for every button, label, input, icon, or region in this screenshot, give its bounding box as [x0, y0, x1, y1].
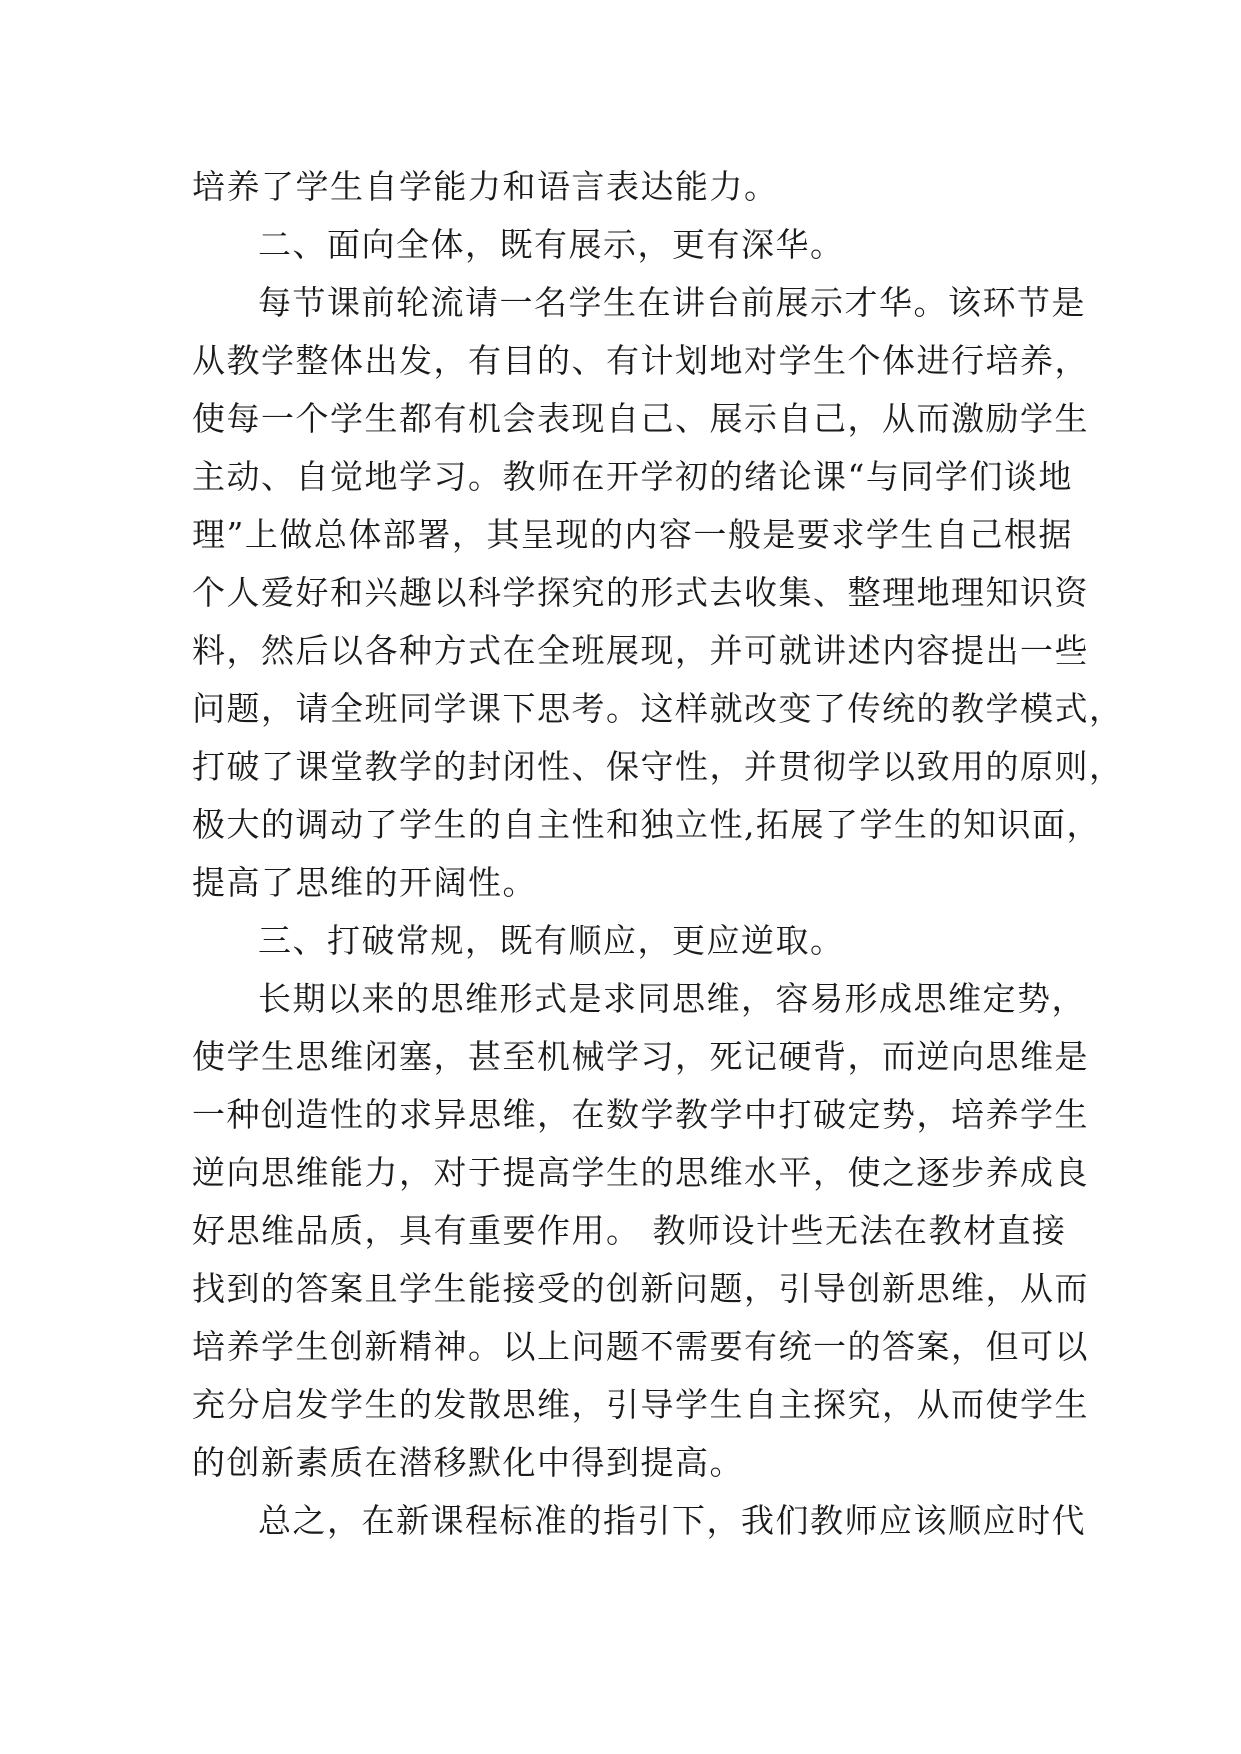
text-line: 提高了思维的开阔性。	[192, 863, 537, 902]
body-text	[192, 158, 1124, 1550]
text-line: 总之，在新课程标准的指引下，我们教师应该顺应时代	[258, 1501, 1086, 1540]
text-line: 三、打破常规，既有顺应，更应逆取。	[258, 921, 845, 960]
text-line: 二、面向全体，既有展示，更有深华。	[258, 225, 845, 264]
text-line: 逆向思维能力，对于提高学生的思维水平，使之逐步养成良	[192, 1153, 1089, 1192]
text-line: 主动、自觉地学习。教师在开学初的绪论课“与同学们谈地	[192, 457, 1073, 496]
text-line: 理”上做总体部署，其呈现的内容一般是要求学生自己根据	[192, 515, 1073, 554]
text-line: 极大的调动了学生的自主性和独立性,拓展了学生的知识面，	[192, 805, 1101, 844]
text-line: 一种创造性的求异思维，在数学教学中打破定势，培养学生	[192, 1095, 1089, 1134]
text-line: 培养了学生自学能力和语言表达能力。	[192, 167, 779, 206]
text-line: 问题，请全班同学课下思考。这样就改变了传统的教学模式，	[192, 689, 1124, 728]
text-line: 好思维品质，具有重要作用。 教师设计些无法在教材直接	[192, 1211, 1067, 1250]
text-line: 每节课前轮流请一名学生在讲台前展示才华。该环节是	[258, 283, 1086, 322]
text-line: 从教学整体出发，有目的、有计划地对学生个体进行培养，	[192, 341, 1089, 380]
text-line: 个人爱好和兴趣以科学探究的形式去收集、整理地理知识资	[192, 573, 1089, 612]
text-line: 长期以来的思维形式是求同思维，容易形成思维定势，	[258, 979, 1086, 1018]
text-line: 充分启发学生的发散思维，引导学生自主探究，从而使学生	[192, 1385, 1089, 1424]
text-line: 打破了课堂教学的封闭性、保守性，并贯彻学以致用的原则，	[192, 747, 1124, 786]
text-line: 使学生思维闭塞，甚至机械学习，死记硬背，而逆向思维是	[192, 1037, 1089, 1076]
text-line: 培养学生创新精神。以上问题不需要有统一的答案，但可以	[192, 1327, 1089, 1366]
text-line: 使每一个学生都有机会表现自己、展示自己，从而激励学生	[192, 399, 1089, 438]
text-line: 的创新素质在潜移默化中得到提高。	[192, 1443, 744, 1482]
text-line: 找到的答案且学生能接受的创新问题，引导创新思维，从而	[192, 1269, 1089, 1308]
text-line: 料，然后以各种方式在全班展现，并可就讲述内容提出一些	[192, 631, 1089, 670]
